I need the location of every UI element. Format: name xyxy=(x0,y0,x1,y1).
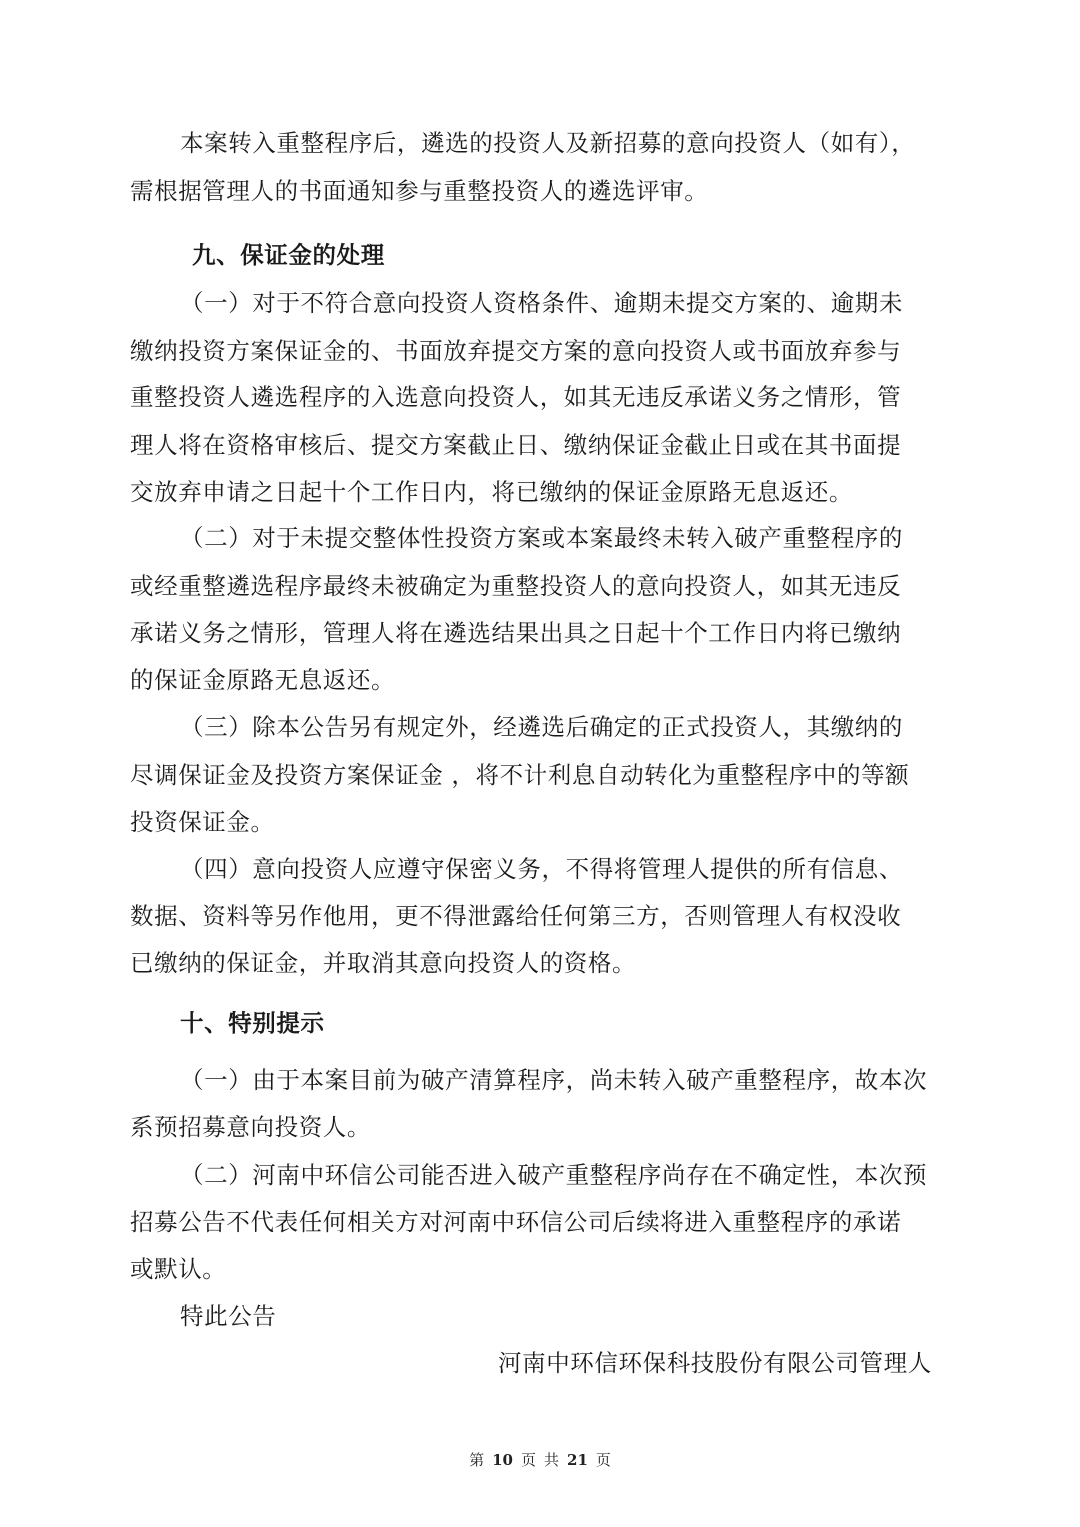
section-9-p2-line: 或经重整遴选程序最终未被确定为重整投资人的意向投资人，如其无违反 xyxy=(130,572,902,600)
section-9-p4-line: （四）意向投资人应遵守保密义务，不得将管理人提供的所有信息、 xyxy=(180,855,903,883)
section-9-p3-line: （三）除本公告另有规定外，经遴选后确定的正式投资人，其缴纳的 xyxy=(180,713,903,741)
footer-prefix: 第 xyxy=(469,1451,485,1469)
section-10-heading: 十、特别提示 xyxy=(180,1009,325,1037)
section-9-p4-line: 已缴纳的保证金，并取消其意向投资人的资格。 xyxy=(130,949,637,977)
section-9-p2-line: 的保证金原路无息返还。 xyxy=(130,666,396,694)
footer-page-word: 页 xyxy=(520,1451,536,1469)
page-footer xyxy=(0,1450,1080,1470)
section-9-heading: 九、保证金的处理 xyxy=(192,241,385,269)
section-9-p1-line: 重整投资人遴选程序的入选意向投资人，如其无违反承诺义务之情形，管 xyxy=(130,383,902,411)
section-10-p1-line: 系预招募意向投资人。 xyxy=(130,1113,371,1141)
section-9-p2-line: （二）对于未提交整体性投资方案或本案最终未转入破产重整程序的 xyxy=(180,524,903,552)
section-9-p1-line: 理人将在资格审核后、提交方案截止日、缴纳保证金截止日或在其书面提 xyxy=(130,431,902,459)
section-9-p2-line: 承诺义务之情形，管理人将在遴选结果出具之日起十个工作日内将已缴纳 xyxy=(130,619,902,647)
section-9-p1-line: （一）对于不符合意向投资人资格条件、逾期未提交方案的、逾期未 xyxy=(180,289,903,317)
section-9-p1-line: 缴纳投资方案保证金的、书面放弃提交方案的意向投资人或书面放弃参与 xyxy=(130,337,902,365)
section-9-p1-line: 交放弃申请之日起十个工作日内，将已缴纳的保证金原路无息返还。 xyxy=(130,478,853,506)
intro-line-2: 需根据管理人的书面通知参与重整投资人的遴选评审。 xyxy=(130,177,709,205)
footer-total-pages: 21 xyxy=(567,1451,588,1469)
section-9-p3-line: 投资保证金。 xyxy=(130,808,275,836)
section-9-p4-line: 数据、资料等另作他用，更不得泄露给任何第三方，否则管理人有权没收 xyxy=(130,902,902,930)
signature: 河南中环信环保科技股份有限公司管理人 xyxy=(498,1349,932,1377)
footer-current-page: 10 xyxy=(492,1451,513,1469)
section-10-p1-line: （一）由于本案目前为破产清算程序，尚未转入破产重整程序，故本次 xyxy=(180,1066,928,1094)
footer-total-word: 共 xyxy=(544,1451,560,1469)
closing-notice: 特此公告 xyxy=(180,1302,277,1330)
section-10-p2-line: 招募公告不代表任何相关方对河南中环信公司后续将进入重整程序的承诺 xyxy=(130,1208,902,1236)
section-9-p3-line: 尽调保证金及投资方案保证金 ，将不计利息自动转化为重整程序中的等额 xyxy=(130,761,910,789)
section-10-p2-line: （二）河南中环信公司能否进入破产重整程序尚存在不确定性，本次预 xyxy=(180,1161,928,1189)
intro-line-1: 本案转入重整程序后，遴选的投资人及新招募的意向投资人（如有）， xyxy=(180,129,916,157)
footer-suffix: 页 xyxy=(595,1451,611,1469)
section-10-p2-line: 或默认。 xyxy=(130,1255,227,1283)
